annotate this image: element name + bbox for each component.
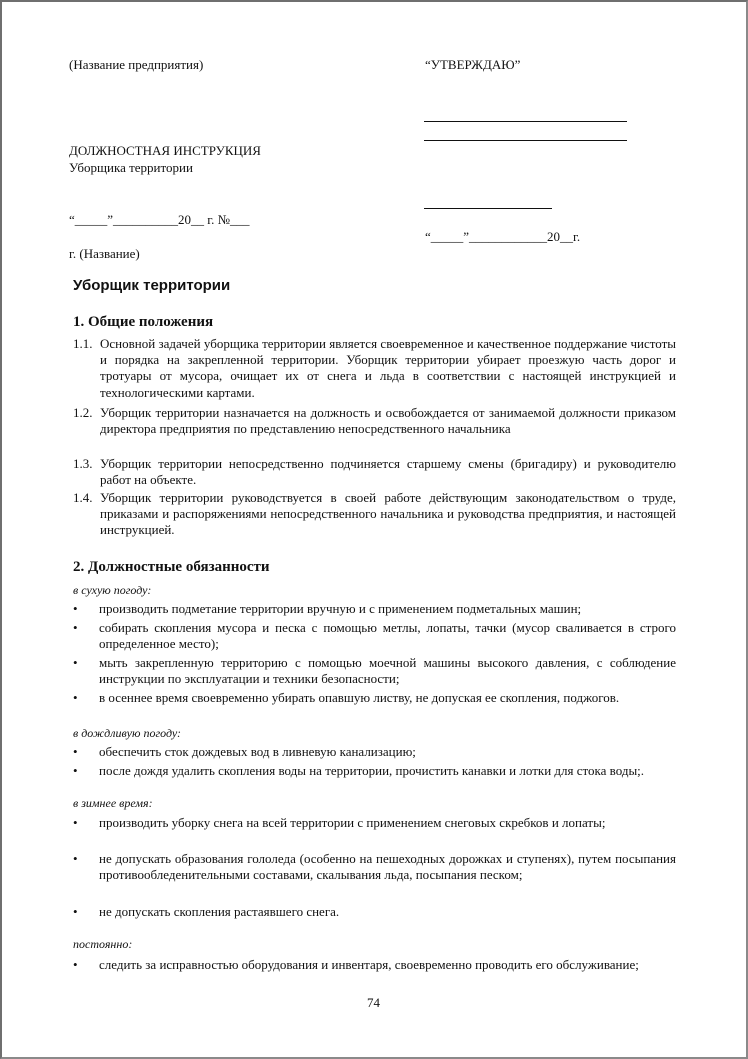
signature-line <box>424 140 627 141</box>
city: г. (Название) <box>69 246 140 261</box>
bullet-icon: • <box>73 763 78 778</box>
item-text: собирать скопления мусора и песка с помощью метлы, лопаты, тачки (мусор сваливается в строго определенное место); <box>99 620 676 652</box>
bullet-icon: • <box>73 655 78 670</box>
list-item <box>73 763 676 779</box>
item-text: Уборщик территории руководствуется в своей работе действующим законодательством о труде, приказами и распоряжениями непосредственного начальника и руководства предприятия, и настоящей инструкцией. <box>100 490 676 538</box>
bullet-icon: • <box>73 620 78 635</box>
bullet-icon: • <box>73 957 78 972</box>
list-item <box>73 957 676 973</box>
item-number: 1.1. <box>73 336 93 351</box>
page-title: Уборщик территории <box>73 277 231 294</box>
subheading-always: постоянно: <box>73 937 133 951</box>
item-text: Уборщик территории непосредственно подчиняется старшему смены (бригадиру) и руководителю работ на объекте. <box>100 456 676 488</box>
item-text: в осеннее время своевременно убирать опавшую листву, не допуская ее скопления, поджогов. <box>99 690 620 705</box>
item-text: производить уборку снега на всей территории с применением снеговых скребков и лопаты; <box>99 815 606 830</box>
item-text: не допускать образования гололеда (особенно на пешеходных дорожках и ступенях), путем посыпания противообледенительными составами, скалывания льда, посыпания песком; <box>99 851 676 883</box>
section-heading: 1. Общие положения <box>73 314 214 330</box>
signature-line <box>424 208 552 209</box>
item-text: после дождя удалить скопления воды на территории, прочистить канавки и лотки для стока воды;. <box>99 763 645 778</box>
item-text: обеспечить сток дождевых вод в ливневую канализацию; <box>99 744 416 759</box>
list-item <box>73 851 676 883</box>
bullet-icon: • <box>73 815 78 830</box>
doc-subject: Уборщика территории <box>69 160 193 175</box>
approve-date: “_____”____________20__г. <box>425 229 581 244</box>
item-number: 1.4. <box>73 490 93 505</box>
item-text: следить за исправностью оборудования и инвентаря, своевременно проводить его обслуживание; <box>99 957 639 972</box>
section-heading: 2. Должностные обязанности <box>73 559 270 575</box>
approve-label: “УТВЕРЖДАЮ” <box>425 57 521 72</box>
page-number: 74 <box>367 995 380 1010</box>
signature-line <box>424 121 627 122</box>
bullet-icon: • <box>73 904 78 919</box>
list-item <box>73 405 676 437</box>
bullet-icon: • <box>73 744 78 759</box>
date-number: “_____”__________20__ г. №___ <box>69 212 250 227</box>
item-number: 1.3. <box>73 456 93 471</box>
company-name: (Название предприятия) <box>69 57 204 72</box>
item-text: Основной задачей уборщика территории является своевременное и качественное поддержание чистоты и порядка на закрепленной территории. Уборщик территории убирает проезжую часть дорог и тротуары от мусора, очищает их от снега и льда в соответствии с настоящей инструкцией и технологическими картами. <box>100 336 676 400</box>
item-number: 1.2. <box>73 405 93 420</box>
list-item <box>73 336 676 401</box>
item-text: не допускать скопления растаявшего снега. <box>99 904 340 919</box>
list-item <box>73 744 676 760</box>
item-text: мыть закрепленную территорию с помощью моечной машины высокого давления, с соблюдение инструкции по эксплуатации и техники безопасности; <box>99 655 676 687</box>
bullet-icon: • <box>73 851 78 866</box>
subheading-dry: в сухую погоду: <box>73 583 152 597</box>
list-item <box>73 620 676 652</box>
subheading-rain: в дождливую погоду: <box>73 726 182 740</box>
item-text: производить подметание территории вручную и с применением подметальных машин; <box>99 601 582 616</box>
list-item <box>73 601 676 617</box>
list-item <box>73 815 676 831</box>
doc-type: ДОЛЖНОСТНАЯ ИНСТРУКЦИЯ <box>69 143 261 158</box>
list-item <box>73 456 676 488</box>
item-text: Уборщик территории назначается на должность и освобождается от занимаемой должности приказом директора предприятия по представлению непосредственного начальника <box>100 405 676 437</box>
subheading-winter: в зимнее время: <box>73 796 153 810</box>
bullet-icon: • <box>73 690 78 705</box>
list-item <box>73 690 676 706</box>
list-item <box>73 904 676 920</box>
list-item <box>73 655 676 687</box>
bullet-icon: • <box>73 601 78 616</box>
list-item <box>73 490 676 539</box>
